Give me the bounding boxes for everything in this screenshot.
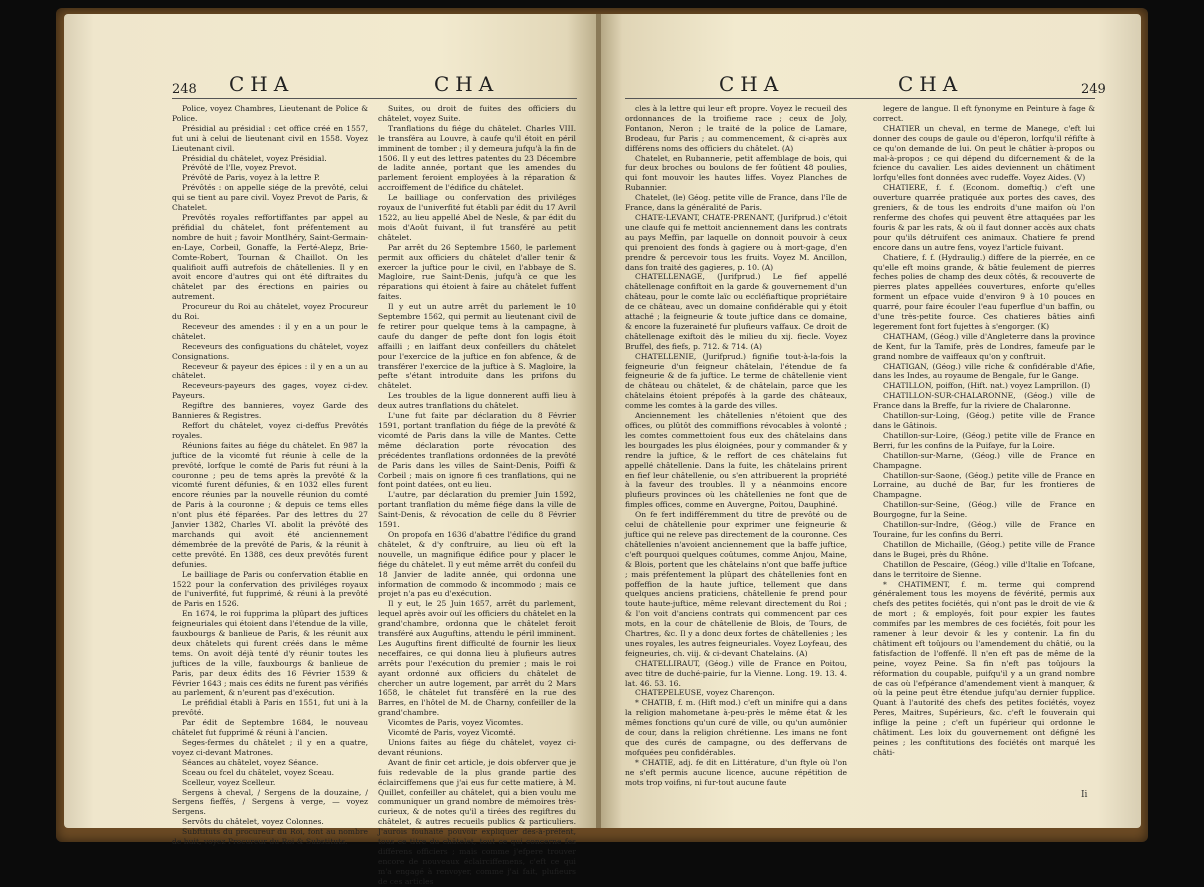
signature-mark: Ii [1081, 790, 1088, 800]
paragraph: Tranflations du fiége du châtelet. Charles VIII. le transféra au Louvre, à caufe qu'il étoit en péril imminent de tomber ; il y demeura jufqu'à la fin de 1506. Il y eut des lettres patentes du 23 Décembre de ladite année, portant que les amendes du parlement feroient employées à la réparation & accroiffement de l'édifice du châtelet. [378, 123, 576, 193]
paragraph: Regiftre des bannieres, voyez Garde des Bannieres & Registres. [172, 401, 368, 421]
paragraph: Avant de finir cet article, je dois obferver que je fuis redevable de la plus grande partie des éclairciffemens que j'ai eus fur cette matiere, à M. Quillet, confeiller au châtelet, qui a bien voulu me communiquer un grand nombre de mémoires très-curieux, & de notes qu'il a tirées des regiftres du châtelet, & autres recueils publics & particuliers. J'aurois fouhaité pouvoir expliquer dès-à-préfent, tous ce titre du châtelet, tout ce qui concerne fes différens officiers ; mais comme j'efpere trouver encore de nouveaux éclairciffemens, c'eft ce qui m'a engagé à renvoyer, comme j'ai fait, plufieurs de ces articles [378, 757, 576, 886]
paragraph: Le bailliage de Paris ou confervation établie en 1522 pour la confervation des priviléges royaux de l'univerfité, fut fupprimé, & réuni à la prevôté de Paris en 1526. [172, 569, 368, 609]
paragraph: Receveurs-payeurs des gages, voyez ci-dev. Payeurs. [172, 381, 368, 401]
paragraph: Il y eut, le 25 Juin 1657, arrêt du parlement, lequel après avoir ouï les officiers du châtelet en la grand'chambre, ordonna que le châtelet feroit transféré aux Auguftins, attendu le péril imminent. Les Auguftins firent difficulté de fournir les lieux neceffaires, ce qui donna lieu à plufieurs autres arrêts pour l'exécution du premier ; mais le roi ayant ordonné aux officiers du châtelet de chercher un autre logement, par arrêt du 2 Mars 1658, le châtelet fut transféré en la rue des Barres, en l'hôtel de M. de Charny, confeiller de la grand'chambre. [378, 599, 576, 718]
running-head-right-col2: CHA [898, 72, 964, 96]
paragraph: Il y eut un autre arrêt du parlement le 10 Septembre 1562, qui permit au lieutenant civil de fe retirer pour quelque tems à la campagne, à caufe du danger de pefte dont fon logis étoit affailli ; en laiffant deux confeillers du châtelet pour l'exercice de la juftice en fon abfence, & de transférer l'exercice de la juftice à S. Magloire, la pefte s'étant introduite dans les prifons du châtelet. [378, 302, 576, 391]
paragraph: CHATE-LEVANT, CHATE-PRENANT, (Jurifprud.) c'étoit une claufe qui fe mettoit anciennement dans les contrats au pays Meffin, par laquelle on donnoit pouvoir à ceux qui prenoient des fonds à gagiere ou à mort-gage, d'en prendre & percevoir tous les fruits. Voyez M. Ancillon, dans fon traité des gagieres, p. 10. (A) [625, 212, 847, 272]
paragraph: Chatillon-sur-Saone, (Géog.) petite ville de France en Lorraine, au duché de Bar, fur les frontieres de Champagne. [873, 470, 1095, 500]
paragraph: Chatillon de Michaille, (Géog.) petite ville de France dans le Bugei, près du Rhône. [873, 539, 1095, 559]
paragraph: CHATILLON, poiffon, (Hift. nat.) voyez Lamprillon. (I) [883, 381, 1091, 391]
paragraph: Par édit de Septembre 1684, le nouveau châtelet fut fupprimé & réuni à l'ancien. [172, 718, 368, 738]
paragraph: Par arrêt du 26 Septembre 1560, le parlement permit aux officiers du châtelet d'aller tenir & exercer la juftice pour le civil, en l'abbaye de S. Magloire, rue Saint-Denis, jufqu'à ce que les réparations qui étoient à faire au châtelet fuffent faites. [378, 242, 576, 302]
paragraph: Subftituts du procureur du Roi, font au nombre de huit, voyez Procureur du Roi & Substituts. [172, 827, 368, 847]
paragraph: * CHATIMENT, f. m. terme qui comprend généralement tous les moyens de févérité, permis aux chefs des petites fociétés, qui n'ont pas le droit de vie & de mort ; & employés, foit pour expier les fautes commifes par les membres de ces fociétés, foit pour les ramener à leur devoir & les y contenir. La fin du châtiment eft toûjours ou l'amendement du châtié, ou la fatisfaction de l'offenfé. Il n'en eft pas de même de la peine, voyez Peine. Sa fin n'eft pas toûjours la réformation du coupable, puifqu'il y a un grand nombre de cas où l'efpérance d'amendement vient à manquer, & où la peine peut être étendue jufqu'au dernier fupplice. Quant à l'autorité des chefs des petites fociétés, voyez Peres, Maitres, Supérieurs, &c. c'eft le fouverain qui inflige la peine ; c'eft un fupérieur qui ordonne le châtiment. Les loix du gouvernement ont défigné les peines ; les conftitutions des fociétés ont marqué les châti- [873, 579, 1095, 757]
paragraph: Receveur des amendes : il y en a un pour le châtelet. [172, 321, 368, 341]
paragraph: On propofa en 1636 d'abattre l'édifice du grand châtelet, & d'y conftruire, au lieu où eft la nouvelle, un magnifique édifice pour y placer le fiége du châtelet. Il y eut même arrêt du confeil du 18 Janvier de ladite année, qui ordonna une information de commodo & incommodo ; mais ce projet n'a pas eu d'exécution. [378, 529, 576, 599]
paragraph: cles à la lettre qui leur eft propre. Voyez le recueil des ordonnances de la troifieme race ; ceux de Joly, Fontanon, Neron ; le traité de la police de Lamare, Brodeau, fur Paris ; au commencement, & ci-après aux différens noms des officiers du châtelet. (A) [625, 104, 847, 153]
paragraph: Scelleur, voyez Scelleur. [182, 777, 276, 787]
paragraph: En 1674, le roi fupprima la plûpart des juftices feigneuriales qui étoient dans l'étendue de la ville, fauxbourgs & banlieue de Paris, & les réunit aux deux châtelets qui furent créés dans le même tems. On avoit déjà tenté d'y réunir toutes les juftices de la ville, fauxbourgs & banlieue de Paris, par deux édits des 16 Février 1539 & Février 1643 ; mais ces édits ne furent pas vérifiés au parlement, & n'eurent pas d'exécution. [172, 609, 368, 698]
paragraph: Unions faites au fiége du châtelet, voyez ci-devant réunions. [378, 738, 576, 757]
right-page [601, 14, 1141, 828]
paragraph: Chatillon-sur-Loire, (Géog.) petite ville de France en Berri, fur les confins de la Puifaye, fur la Loire. [873, 430, 1095, 450]
paragraph: Chatillon-sur-Marne, (Géog.) ville de France en Champagne. [873, 450, 1095, 470]
paragraph: Anciennement les châtellenies n'étoient que des offices, ou plûtôt des commiffions révocables à volonté ; les comtes commettoient fous eux des châtelains dans les bourgades les plus éloignées, pour y commander & y rendre la juftice, & le reffort de ces châtelains fut appellé châtellenie. Dans la fuite, les châtelains prirent en fief leur châtellenie, ou s'en attribuerent la propriété à la faveur des troubles. Il y a néanmoins encore plufieurs provinces où les châtellenies ne font que de fimples offices, comme en Auvergne, Poitou, Dauphiné. [625, 411, 847, 510]
paragraph: Reffort du châtelet, voyez ci-deffus Prevôtés royales. [172, 421, 368, 440]
paragraph: CHATELLENIE, (Jurifprud.) fignifie tout-à-la-fois la feigneurie d'un feigneur châtelain, l'étendue de fa feigneurie & de fa juftice. Le terme de châtellenie vient de château ou châtelet, & de châtelain, parce que les châtelains étoient prépofés à la garde des châteaux, comme les comtes à la garde des villes. [625, 351, 847, 411]
paragraph: Sergens à cheval, / Sergens de la douzaine, / Sergens fieffés, / Sergens à verge, — voyez Sergens. [172, 787, 368, 817]
page-number-right: 249 [1081, 82, 1106, 97]
right-column-1 [625, 104, 847, 804]
left-page [64, 14, 599, 886]
paragraph: Présidial du châtelet, voyez Présidial. [182, 153, 327, 163]
running-head-right-col1: CHA [719, 72, 785, 96]
right-column-2 [873, 104, 1095, 804]
paragraph: Prévôté de l'Ile, voyez Prevot. [182, 163, 297, 173]
paragraph: Chatillon-sur-Seine, (Géog.) ville de France en Bourgogne, fur la Seine. [873, 500, 1095, 520]
running-head-left-col2: CHA [434, 72, 500, 96]
paragraph: Receveurs des configuations du châtelet, voyez Consignations. [172, 341, 368, 361]
paragraph: CHATIERE, f. f. (Econom. domeftiq.) c'eft une ouverture quarrée pratiquée aux portes des caves, des greniers, & de tous les endroits d'une maifon où l'on renferme des chofes qui peuvent être attaquées par les fouris & par les rats, & où il faut donner accès aux chats pour qu'ils détruifent ces animaux. Chatiere fe prend encore dans un autre fens, voyez l'article fuivant. [873, 183, 1095, 252]
paragraph: Servôts du châtelet, voyez Colonnes. [182, 817, 324, 827]
paragraph: Chatiere, f. f. (Hydraulig.) differe de la pierrée, en ce qu'elle eft moins grande, & bâtie feulement de pierres feches polies de champ des deux côtés, & recouverte de pierres plates appellées couvertures, enforte qu'elles forment un efpace vuide d'environ 9 à 10 pouces en quarré, pour faire écouler l'eau fuperflue d'un baffin, ou d'une très-petite fource. Ces chatieres bâties ainfi legerement font fort fujettes à s'engorger. (K) [873, 252, 1095, 331]
paragraph: CHATHAM, (Géog.) ville d'Angleterre dans la province de Kent, fur la Tamife, près de Londres, fameufe par le grand nombre de vaiffeaux qu'on y conftruit. [873, 331, 1095, 361]
left-column-2 [378, 104, 576, 886]
paragraph: Sceau ou fcel du châtelet, voyez Sceau. [182, 767, 335, 777]
paragraph: L'autre, par déclaration du premier Juin 1592, portant tranflation du même fiége dans la ville de Saint-Denis, & révocation de celle du 8 Février 1591. [378, 490, 576, 530]
header-rule [172, 98, 577, 99]
paragraph: Prévôté de Paris, voyez à la lettre P. [182, 173, 320, 183]
paragraph: Chatillon-sur-Indre, (Géog.) ville de France en Touraine, fur les confins du Berri. [873, 520, 1095, 539]
paragraph: Chatelet, en Rubannerie, petit affemblage de bois, qui fur deux broches ou boulons de fer foûtient 48 poulies, qui font mouvoir les hautes liffes. Voyez Planches de Rubannier. [625, 153, 847, 193]
paragraph: Séances au châtelet, voyez Séance. [182, 757, 319, 767]
paragraph: On fe fert indifféremment du titre de prevôté ou de celui de châtellenie pour exprimer une feigneurie & juftice qui ne releve pas directement de la couronne. Ces châtellenies n'avoient anciennement que la baffe juftice, c'eft pourquoi quelques coûtumes, comme Anjou, Maine, & Blois, portent que les châtelains n'ont que baffe juftice ; mais préfentement la plûpart des châtellenies font en poffeffion de la haute juftice, tellement que dans quelques anciens praticiens, châtellenie fe prend pour toute haute-juftice, même relevant directement du Roi ; & l'on voit d'anciens contrats qui commencent par ces mots, en la cour de châtellenie de Blois, de Tours, de Chartres, &c. Il y a donc deux fortes de châtellenies ; les unes royales, les autres feigneuriales. Voyez Loyfeau, des feigneuries, ch. viij. & ci-devant Chatelains. (A) [625, 510, 847, 658]
paragraph: Chatillon-sur-Loing, (Géog.) petite ville de France dans le Gâtinois. [873, 411, 1095, 430]
paragraph: Les troubles de la ligue donnerent auffi lieu à deux autres tranflations du châtelet. [378, 391, 576, 411]
left-column-1 [172, 104, 368, 847]
paragraph: Chatelet, (le) Géog. petite ville de France, dans l'île de France, dans la généralité de Paris. [625, 193, 847, 213]
paragraph: CHATILLON-SUR-CHALARONNE, (Géog.) ville de France dans la Breffe, fur la riviere de Chalaronne. [873, 391, 1095, 411]
paragraph: legere de langue. Il eft fynonyme en Peinture à fage & correct. [873, 104, 1095, 123]
paragraph: CHATEPELEUSE, voyez Charençon. [635, 688, 775, 698]
header-rule [625, 98, 1095, 99]
paragraph: Police, voyez Chambres, Lieutenant de Police & Police. [172, 104, 368, 123]
paragraph: Suites, ou droit de fuites des officiers du châtelet, voyez Suite. [378, 104, 576, 123]
paragraph: Procureur du Roi au châtelet, voyez Procureur du Roi. [172, 302, 368, 322]
paragraph: * CHATIB, f. m. (Hift mod.) c'eft un minifre qui a dans la religion mahometane à-peu-près le même état & les mêmes fonctions qu'un curé de ville, ou qu'un aumônier de cour, dans la religion chrétienne. Les imans ne font que des curés de campagne, ou des deffervans de mofquées peu confidérables. [625, 698, 847, 757]
paragraph: Réunions faites au fiége du châtelet. En 987 la juftice de la vicomté fut réunie à celle de la prevôté, lorfque le comté de Paris fut réuni à la couronne ; peu de tems après la prevôté & la vicomté furent défunies, & en 1032 elles furent encore réunies par la nouvelle réunion du comté de Paris à la couronne ; & depuis ce tems elles n'ont plus été féparées. Par des lettres du 27 Janvier 1382, Charles VI. abolit la prévôté des marchands qui avoit été anciennement démembrée de la prevôté de Paris, & la réunit à cette prevôté. En 1388, ces deux prevôtés furent defunies. [172, 440, 368, 569]
paragraph: Vicomtes de Paris, voyez Vicomtes. [388, 718, 524, 728]
paragraph: L'une fut faite par déclaration du 8 Février 1591, portant tranflation du fiége de la prevôté & vicomté de Paris dans la ville de Mantes. Cette même déclaration porte révocation des précédentes tranflations ordonnées de la prevôté de Paris dans les villes de Saint-Denis, Poiffi & Corbeil ; mais on ignore fi ces tranflations, qui ne font point datées, ont eu lieu. [378, 411, 576, 490]
paragraph: Vicomté de Paris, voyez Vicomté. [388, 728, 516, 738]
paragraph: Le bailliage ou confervation des priviléges royaux de l'univerfité fut établi par édit du 17 Avril 1522, au lieu appellé Abel de Nesle, & par édit du mois d'Août fuivant, il fut transféré au petit châtelet. [378, 193, 576, 242]
paragraph: CHATIGAN, (Géog.) ville riche & confidérable d'Afie, dans les Indes, au royaume de Bengale, fur le Gange. [873, 361, 1095, 381]
paragraph: Le préfidial établi à Paris en 1551, fut uni à la prevôté. [172, 698, 368, 718]
running-head-left-col1: CHA [229, 72, 295, 96]
paragraph: Prévôtés : on appelle siége de la prevôté, celui qui se tient au pare civil. Voyez Prevot de Paris, & Chatelet. [172, 183, 368, 213]
paragraph: Receveur & payeur des épices : il y en a un au châtelet. [172, 361, 368, 381]
paragraph: Seges-fermes du châtelet ; il y en a quatre, voyez ci-devant Matrones. [172, 738, 368, 757]
paragraph: CHATIER un cheval, en terme de Manege, c'eft lui donner des coups de gaule ou d'éperon, lorfqu'il réfifte à ce qu'on demande de lui. On peut le châtier à-propos ou mal-à-propos ; ce qui dépend du difcernement & de la fcience du cavalier. Les aides deviennent un châtiment lorfqu'elles font données avec rudeffe. Voyez Aides. (V) [873, 123, 1095, 183]
page-number-left: 248 [172, 82, 197, 97]
paragraph: Présidial au présidial : cet office créé en 1557, fut uni à celui de lieutenant civil en 1558. Voyez Lieutenant civil. [172, 123, 368, 153]
paragraph: CHATELLENAGE, (Jurifprud.) Le fief appellé châtellenage confiftoit en la garde & gouvernement d'un château, pour le comte laïc ou eccléfiaftique propriétaire de ce château, avec un domaine confidérable qui y étoit attaché ; la feigneurie & toute juftice dans ce domaine, & encore la fuzeraineté fur plufieurs vaffaux. Ce droit de châtellenage exiftoit dès le milieu du xij. fiecle. Voyez Bruffel, des fiefs, p. 712. & 714. (A) [625, 272, 847, 351]
paragraph: * CHATIE, adj. fe dit en Littérature, d'un ftyle où l'on ne s'eft permis aucune licence, aucune répétition de mots trop voifins, ni fur-tout aucune faute [625, 757, 847, 787]
paragraph: CHATELLIRAUT, (Géog.) ville de France en Poitou, avec titre de duché-pairie, fur la Vienne. Long. 19. 13. 4. lat. 46. 53. 16. [625, 658, 847, 688]
paragraph: Prevôtés royales reffortiffantes par appel au préfidial du châtelet, font préfentement au nombre de huit ; favoir Montlhéry, Saint-Germain-en-Laye, Corbeil, Gonaffe, la Ferté-Alepz, Brie-Comte-Robert, Tournan & Chaillot. On les qualifioit auffi autrefois de châtellenies. Il y en avoit encore d'autres qui ont été diftraites du châtelet par des érections en pairies ou autrement. [172, 212, 368, 302]
paragraph: Chatillon de Pescaire, (Géog.) ville d'Italie en Tofcane, dans le territoire de Sienne. [873, 559, 1095, 579]
